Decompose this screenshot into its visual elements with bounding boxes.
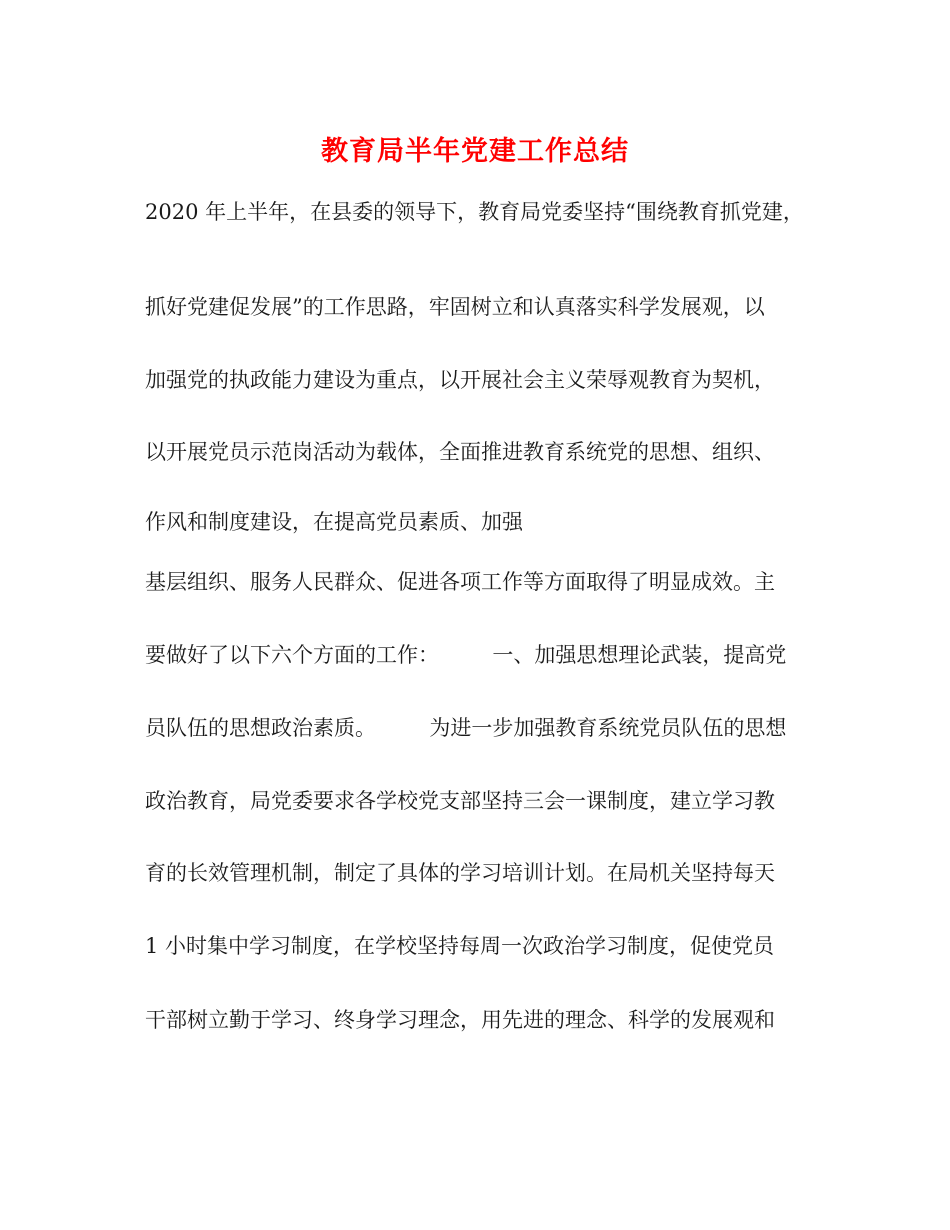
body-line-9: 政治教育，局党委要求各学校党支部坚持三会一课制度，建立学习教 <box>145 789 775 813</box>
body-line-7: 要做好了以下六个方面的工作： 一、加强思想理论武装，提高党 <box>145 643 787 667</box>
body-line-5: 作风和制度建设，在提高党员素质、加强 <box>145 510 523 534</box>
body-line-1: 2020 年上半年，在县委的领导下，教育局党委坚持“围绕教育抓党建， <box>145 200 804 224</box>
body-line-12: 干部树立勤于学习、终身学习理念，用先进的理念、科学的发展观和 <box>145 1008 775 1032</box>
body-line-2: 抓好党建促发展”的工作思路，牢固树立和认真落实科学发展观，以 <box>145 295 765 319</box>
body-line-11: 1 小时集中学习制度，在学校坚持每周一次政治学习制度，促使党员 <box>145 934 775 958</box>
body-line-3: 加强党的执政能力建设为重点，以开展社会主义荣辱观教育为契机， <box>145 368 775 392</box>
body-line-10: 育的长效管理机制，制定了具体的学习培训计划。在局机关坚持每天 <box>145 861 775 885</box>
document-title: 教育局半年党建工作总结 <box>321 136 629 167</box>
body-line-6: 基层组织、服务人民群众、促进各项工作等方面取得了明显成效。主 <box>145 570 775 594</box>
body-line-4: 以开展党员示范岗活动为载体，全面推进教育系统党的思想、组织、 <box>145 440 775 464</box>
body-line-8: 员队伍的思想政治素质。 为进一步加强教育系统党员队伍的思想 <box>145 716 787 740</box>
